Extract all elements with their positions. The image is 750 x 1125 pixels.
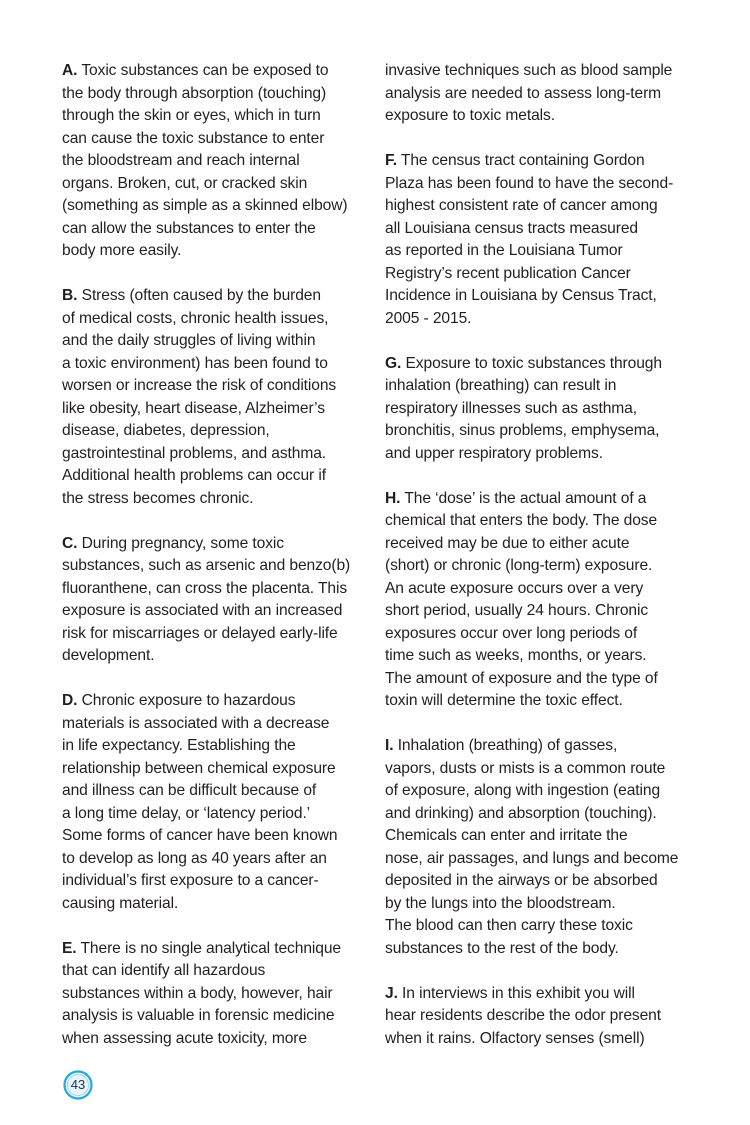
text-line: [385, 645, 690, 668]
text-line: [385, 938, 690, 961]
line-text: to develop as long as 40 years after an: [62, 849, 327, 867]
text-line: [62, 420, 362, 443]
text-line: [62, 195, 362, 218]
text-line: [62, 690, 362, 713]
line-text: by the lungs into the bloodstream.: [385, 894, 616, 912]
text-line: [385, 690, 690, 713]
line-text: substances within a body, however, hair: [62, 984, 333, 1002]
line-text: short period, usually 24 hours. Chronic: [385, 602, 649, 619]
text-line: [385, 600, 690, 623]
line-text: exposure to toxic metals.: [385, 107, 555, 124]
text-line: [385, 510, 690, 533]
line-text: 2005 - 2015.: [385, 309, 472, 327]
text-line: [62, 398, 362, 421]
text-line: [385, 1005, 690, 1028]
paragraph: [62, 533, 362, 668]
text-line: [62, 285, 362, 308]
line-text: Additional health problems can occur if: [62, 467, 326, 484]
text-line: [62, 758, 362, 781]
text-line: [62, 353, 362, 376]
line-text: a toxic environment) has been found to: [62, 354, 328, 372]
text-line: [62, 1005, 362, 1028]
text-line: [62, 555, 362, 578]
text-line: [385, 443, 690, 466]
line-text: through the skin or eyes, which in turn: [62, 107, 321, 124]
text-line: [385, 870, 690, 893]
text-line: [385, 60, 690, 83]
text-line: [385, 533, 690, 556]
text-line: [385, 285, 690, 308]
paragraph: [62, 690, 362, 915]
text-line: [62, 960, 362, 983]
line-text: gastrointestinal problems, and asthma.: [62, 444, 327, 462]
line-text: The census tract containing Gordon: [396, 152, 645, 169]
paragraph-letter: B.: [62, 287, 78, 304]
line-text: the body through absorption (touching): [62, 84, 327, 102]
text-line: [385, 893, 690, 916]
text-line: [62, 803, 362, 826]
text-line: [385, 240, 690, 263]
line-text: exposure is associated with an increased: [62, 602, 343, 619]
text-line: [385, 398, 690, 421]
text-line: [62, 240, 362, 263]
text-line: [62, 60, 362, 83]
line-text: and drinking) and absorption (touching).: [385, 804, 657, 822]
line-text: analysis are needed to assess long-term: [385, 84, 662, 102]
line-text: development.: [62, 647, 155, 664]
text-line: [385, 105, 690, 128]
line-text: when assessing acute toxicity, more: [62, 1029, 307, 1047]
paragraph: [385, 150, 690, 330]
paragraph-letter: I.: [385, 737, 394, 754]
text-line: [62, 623, 362, 646]
paragraph-letter: E.: [62, 939, 77, 957]
line-text: as reported in the Louisiana Tumor: [385, 242, 623, 259]
text-line: [62, 645, 362, 668]
line-text: fluoranthene, can cross the placenta. This: [62, 579, 348, 597]
text-line: [385, 83, 690, 106]
line-text: In interviews in this exhibit you will: [397, 984, 635, 1002]
paragraph: [62, 60, 362, 263]
text-line: [62, 870, 362, 893]
line-text: the stress becomes chronic.: [62, 489, 254, 507]
line-text: Chronic exposure to hazardous: [77, 692, 296, 709]
text-line: [62, 375, 362, 398]
line-text: Chemicals can enter and irritate the: [385, 827, 628, 844]
text-line: [385, 825, 690, 848]
line-text: bronchitis, sinus problems, emphysema,: [385, 422, 660, 439]
line-text: a long time delay, or ‘latency period.’: [62, 804, 311, 822]
line-text: risk for miscarriages or delayed early-life: [62, 624, 338, 642]
line-text: of medical costs, chronic health issues,: [62, 309, 329, 327]
line-text: the bloodstream and reach internal: [62, 152, 300, 169]
text-line: [62, 173, 362, 196]
line-text: nose, air passages, and lungs and become: [385, 849, 679, 867]
line-text: time such as weeks, months, or years.: [385, 647, 647, 664]
text-line: [385, 173, 690, 196]
text-line: [385, 1028, 690, 1051]
text-line: [62, 780, 362, 803]
line-text: all Louisiana census tracts measured: [385, 219, 638, 237]
text-line: [385, 780, 690, 803]
text-line: [62, 128, 362, 151]
text-line: [385, 218, 690, 241]
line-text: Inhalation (breathing) of gasses,: [393, 737, 618, 754]
line-text: and upper respiratory problems.: [385, 444, 603, 462]
line-text: highest consistent rate of cancer among: [385, 197, 658, 214]
line-text: exposures occur over long periods of: [385, 624, 638, 642]
text-line: [385, 758, 690, 781]
text-line: [62, 308, 362, 331]
text-line: [62, 218, 362, 241]
line-text: deposited in the airways or be absorbed: [385, 872, 658, 889]
line-text: causing material.: [62, 894, 179, 912]
line-text: chemical that enters the body. The dose: [385, 512, 658, 529]
paragraph-letter: J.: [385, 984, 398, 1002]
text-line: [385, 488, 690, 511]
text-line: [385, 555, 690, 578]
line-text: organs. Broken, cut, or cracked skin: [62, 174, 308, 192]
text-line: [62, 713, 362, 736]
line-text: (something as simple as a skinned elbow): [62, 197, 348, 214]
text-line: [385, 848, 690, 871]
line-text: Some forms of cancer have been known: [62, 827, 338, 844]
line-text: substances, such as arsenic and benzo(b): [62, 557, 351, 574]
line-text: can allow the substances to enter the: [62, 219, 316, 237]
line-text: in life expectancy. Establishing the: [62, 737, 296, 754]
paragraph: [385, 60, 690, 128]
text-line: [385, 150, 690, 173]
line-text: (short) or chronic (long-term) exposure.: [385, 557, 653, 574]
text-line: [62, 825, 362, 848]
paragraph-letter: A.: [62, 62, 78, 79]
page-number: 43: [70, 1077, 86, 1092]
line-text: analysis is valuable in forensic medicine: [62, 1007, 335, 1024]
line-text: There is no single analytical technique: [76, 939, 341, 957]
paragraph-letter: F.: [385, 152, 397, 169]
text-line: [385, 195, 690, 218]
text-line: [62, 600, 362, 623]
text-line: [385, 735, 690, 758]
line-text: invasive techniques such as blood sample: [385, 62, 673, 79]
text-line: [385, 420, 690, 443]
text-line: [385, 668, 690, 691]
text-line: [62, 983, 362, 1006]
text-line: [62, 443, 362, 466]
text-line: [62, 848, 362, 871]
paragraph: [385, 488, 690, 713]
line-text: Exposure to toxic substances through: [401, 354, 662, 372]
line-text: and the daily struggles of living within: [62, 332, 316, 349]
paragraph-letter: D.: [62, 692, 78, 709]
line-text: worsen or increase the risk of conditions: [62, 377, 337, 394]
paragraph: [385, 735, 690, 960]
line-text: hear residents describe the odor present: [385, 1007, 661, 1024]
paragraph-letter: H.: [385, 489, 401, 507]
page-number-badge: [63, 1070, 93, 1100]
text-line: [62, 83, 362, 106]
paragraph-letter: C.: [62, 534, 78, 552]
text-line: [62, 105, 362, 128]
line-text: body more easily.: [62, 242, 182, 259]
text-line: [385, 623, 690, 646]
line-text: materials is associated with a decrease: [62, 714, 330, 732]
line-text: disease, diabetes, depression,: [62, 422, 270, 439]
text-line: [62, 465, 362, 488]
line-text: when it rains. Olfactory senses (smell): [385, 1029, 645, 1047]
text-line: [385, 375, 690, 398]
line-text: substances to the rest of the body.: [385, 939, 619, 957]
line-text: Stress (often caused by the burden: [77, 287, 321, 304]
line-text: of exposure, along with ingestion (eating: [385, 782, 661, 799]
line-text: and illness can be difficult because of: [62, 782, 317, 799]
text-line: [62, 330, 362, 353]
paragraph: [385, 353, 690, 466]
text-line: [385, 915, 690, 938]
paragraph: [385, 983, 690, 1051]
text-line: [385, 983, 690, 1006]
line-text: An acute exposure occurs over a very: [385, 579, 644, 597]
text-line: [385, 578, 690, 601]
line-text: individual’s first exposure to a cancer-: [62, 872, 319, 889]
line-text: The amount of exposure and the type of: [385, 669, 658, 687]
line-text: received may be due to either acute: [385, 534, 630, 552]
left-column: [62, 60, 362, 1073]
line-text: inhalation (breathing) can result in: [385, 377, 617, 394]
line-text: Plaza has been found to have the second-: [385, 174, 674, 192]
text-line: [62, 578, 362, 601]
text-line: [62, 488, 362, 511]
paragraph-letter: G.: [385, 354, 402, 372]
paragraph: [62, 938, 362, 1051]
text-line: [62, 1028, 362, 1051]
text-line: [385, 803, 690, 826]
text-line: [62, 735, 362, 758]
line-text: Registry’s recent publication Cancer: [385, 264, 631, 282]
line-text: vapors, dusts or mists is a common route: [385, 759, 666, 777]
line-text: respiratory illnesses such as asthma,: [385, 399, 637, 417]
line-text: relationship between chemical exposure: [62, 759, 336, 777]
line-text: Toxic substances can be exposed to: [77, 62, 329, 79]
text-line: [385, 263, 690, 286]
paragraph: [62, 285, 362, 510]
right-column: [385, 60, 690, 1073]
line-text: The blood can then carry these toxic: [385, 917, 633, 934]
text-line: [385, 308, 690, 331]
text-line: [385, 353, 690, 376]
line-text: The ‘dose’ is the actual amount of a: [400, 489, 647, 507]
text-line: [62, 150, 362, 173]
line-text: Incidence in Louisiana by Census Tract,: [385, 287, 657, 304]
line-text: like obesity, heart disease, Alzheimer’s: [62, 399, 325, 417]
text-line: [62, 938, 362, 961]
text-line: [62, 893, 362, 916]
line-text: can cause the toxic substance to enter: [62, 129, 325, 147]
line-text: toxin will determine the toxic effect.: [385, 692, 623, 709]
line-text: During pregnancy, some toxic: [77, 534, 284, 552]
text-line: [62, 533, 362, 556]
line-text: that can identify all hazardous: [62, 962, 266, 979]
